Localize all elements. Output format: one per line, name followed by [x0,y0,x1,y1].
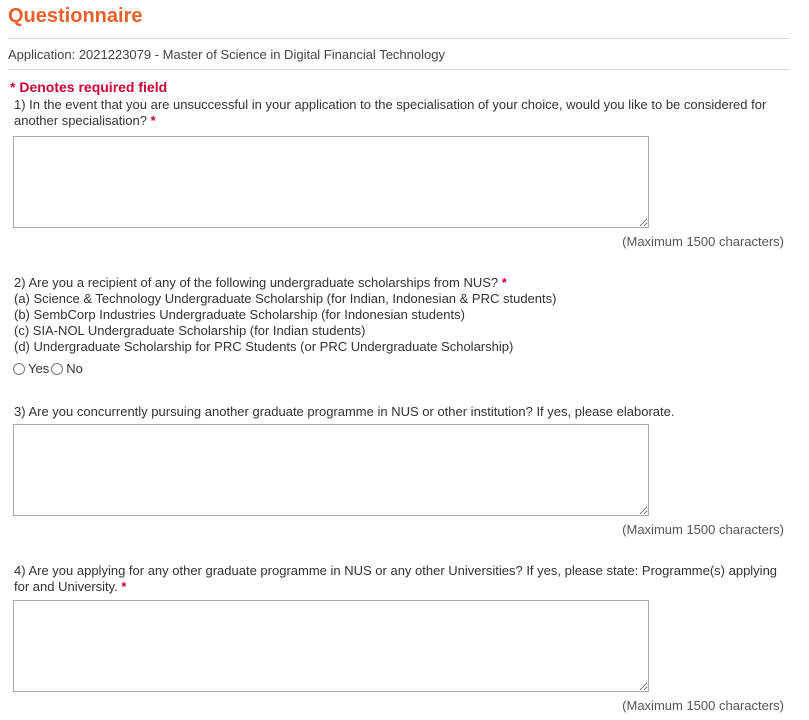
radio-option-yes[interactable] [13,361,49,376]
question-3-text: 3) Are you concurrently pursuing another graduate programme in NUS or other institution? If yes, please elaborate. [14,404,675,419]
application-info: Application: 2021223079 - Master of Science in Digital Financial Technology [8,47,445,62]
scholarship-item-d: (d) Undergraduate Scholarship for PRC Students (or PRC Undergraduate Scholarship) [14,339,514,354]
question-2-radio-group [13,361,85,376]
divider [8,38,789,39]
question-1-text: 1) In the event that you are unsuccessful in your application to the specialisation of your choice, would you like to be considered for another specialisation? [14,97,767,128]
scholarship-item-c: (c) SIA-NOL Undergraduate Scholarship (for Indian students) [14,323,366,338]
required-field-note: * Denotes required field [10,79,168,95]
question-3-textarea[interactable] [13,424,649,516]
required-marker: * [150,113,156,128]
divider [8,69,789,70]
required-marker: * [501,275,507,290]
question-2 [14,275,784,291]
question-1-max-chars: (Maximum 1500 characters) [622,234,784,249]
question-3 [14,404,784,420]
question-2-text: 2) Are you a recipient of any of the following undergraduate scholarships from NUS? [14,275,499,290]
radio-option-no[interactable] [51,361,83,376]
required-marker: * [121,579,127,594]
scholarship-list [14,291,784,355]
page-title: Questionnaire [8,5,143,27]
question-4 [14,563,784,595]
radio-no-label: No [66,361,83,376]
radio-yes-label: Yes [28,361,50,376]
radio-yes[interactable] [13,363,25,375]
radio-no[interactable] [51,363,63,375]
question-4-textarea[interactable] [13,600,649,692]
question-1 [14,97,784,129]
question-4-text: 4) Are you applying for any other graduate programme in NUS or any other Universities? If yes, please state: Programme(s) applying for and University. [14,563,778,594]
scholarship-item-a: (a) Science & Technology Undergraduate Scholarship (for Indian, Indonesian & PRC students) [14,291,557,306]
scholarship-item-b: (b) SembCorp Industries Undergraduate Scholarship (for Indonesian students) [14,307,465,322]
question-4-max-chars: (Maximum 1500 characters) [622,698,784,713]
question-3-max-chars: (Maximum 1500 characters) [622,522,784,537]
question-1-textarea[interactable] [13,136,649,228]
